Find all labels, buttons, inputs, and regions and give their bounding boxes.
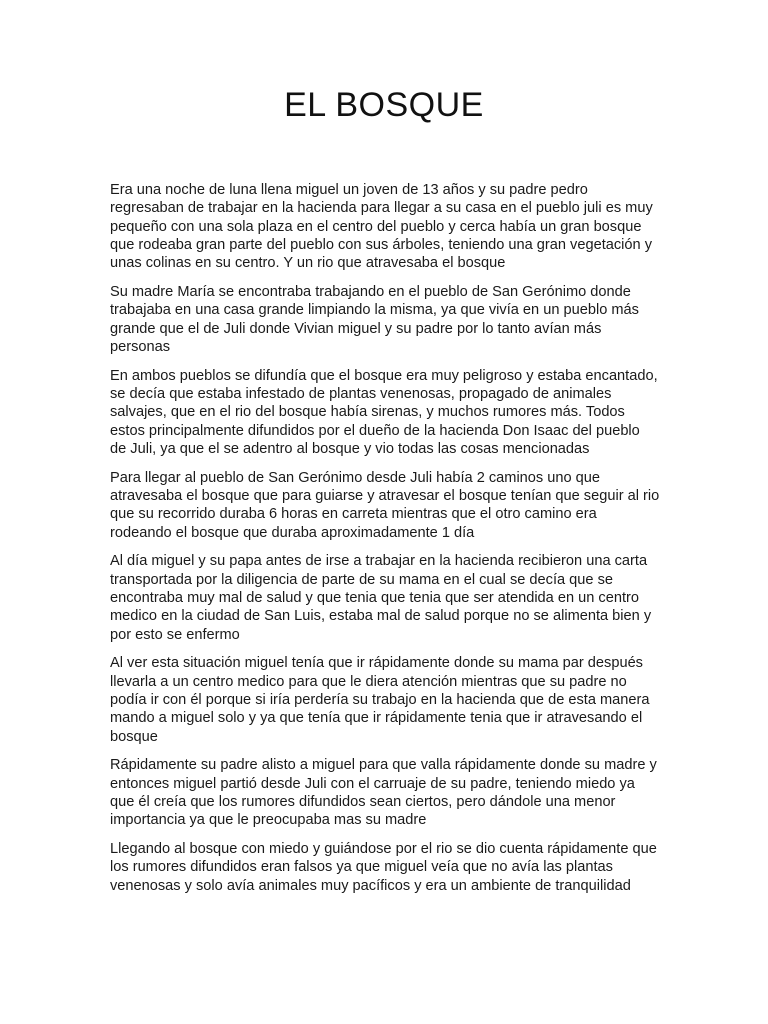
paragraph: Rápidamente su padre alisto a miguel para que valla rápidamente donde su madre y entonces miguel partió desde Juli con el carruaje de su padre, teniendo miedo ya que él creía que los rumores difundidos sean ciertos, pero dándole una menor importancia ya que le preocupaba mas su madre bbox=[110, 757, 657, 829]
document-body bbox=[110, 181, 660, 905]
paragraph: Para llegar al pueblo de San Gerónimo desde Juli había 2 caminos uno que atravesaba el bosque que para guiarse y atravesar el bosque tenían que seguir al rio que su recorrido duraba 6 horas en carreta mientras que el otro camino era rodeando el bosque que duraba aproximadamente 1 día bbox=[110, 469, 660, 541]
paragraph: Era una noche de luna llena miguel un joven de 13 años y su padre pedro regresaban de trabajar en la hacienda para llegar a su casa en el pueblo juli es muy pequeño con una sola plaza en el centro del pueblo y cerca había un gran bosque que rodeaba gran parte del pueblo con sus árboles, teniendo una gran vegetación y unas colinas en su centro. Y un rio que atravesaba el bosque bbox=[110, 182, 653, 272]
paragraph: En ambos pueblos se difundía que el bosque era muy peligroso y estaba encantado, se decía que estaba infestado de plantas venenosas, propagado de animales salvajes, que en el rio del bosque había sirenas, y muchos rumores más. Todos estos principalmente difundidos por el dueño de la hacienda Don Isaac del pueblo de Juli, ya que el se adentro al bosque y vio todas las cosas mencionadas bbox=[110, 367, 658, 457]
paragraph: Al ver esta situación miguel tenía que ir rápidamente donde su mama par después llevarla a un centro medico para que le diera atención mientras que su padre no podía ir con él porque si iría perdería su trabajo en la hacienda que de esta manera mando a miguel solo y ya que tenía que ir rápidamente tenia que ir atravesando el bosque bbox=[110, 655, 650, 745]
paragraph: Su madre María se encontraba trabajando en el pueblo de San Gerónimo donde trabajaba en una casa grande limpiando la misma, ya que vivía en un pueblo más grande que el de Juli donde Vivian miguel y su padre por lo tanto avían más personas bbox=[110, 283, 639, 355]
paragraph: Al día miguel y su papa antes de irse a trabajar en la hacienda recibieron una carta transportada por la diligencia de parte de su mama en el cual se decía que se encontraba muy mal de salud y que tenia que tenia que ser atendida en un centro medico en la ciudad de San Luis, estaba mal de salud porque no se alimenta bien y por esto se enfermo bbox=[110, 553, 652, 643]
document-title: EL BOSQUE bbox=[284, 86, 484, 124]
paragraph: Llegando al bosque con miedo y guiándose por el rio se dio cuenta rápidamente que los rumores difundidos eran falsos ya que miguel veía que no avía las plantas venenosas y solo avía animales muy pacíficos y era un ambiente de tranquilidad bbox=[110, 841, 657, 894]
